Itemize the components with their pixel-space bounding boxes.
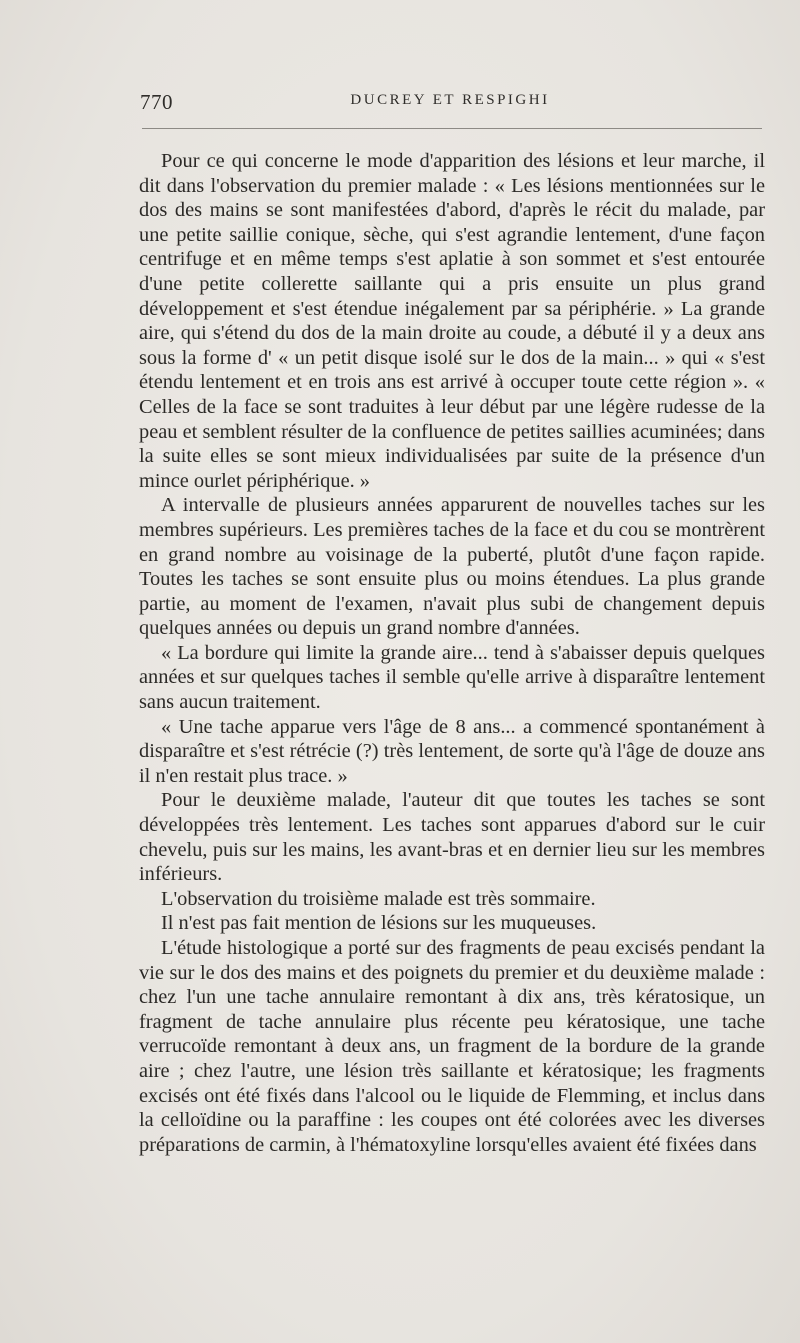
page-number: 770 bbox=[140, 90, 173, 114]
paragraph: « Une tache apparue vers l'âge de 8 ans... a commencé spontanément à disparaître et s'est rétrécie (?) très lentement, de sorte qu'à l'âge de douze ans il n'en restait plus trace. » bbox=[139, 715, 765, 787]
page-header bbox=[140, 90, 760, 120]
header-rule bbox=[142, 128, 762, 129]
paragraph: Pour le deuxième malade, l'auteur dit que toutes les taches se sont développées très lentement. Les taches sont apparues d'abord sur le cuir chevelu, puis sur les mains, les avant-bras et en dernier lieu sur les membres inférieurs. bbox=[139, 789, 765, 886]
paragraph: A intervalle de plusieurs années apparurent de nouvelles taches sur les membres supérieurs. Les premières taches de la face et du cou se montrèrent en grand nombre au voisinage de la puberté, plutôt d'une façon rapide. Toutes les taches se sont ensuite plus ou moins étendues. La plus grande partie, au moment de l'examen, n'avait plus subi de changement depuis quelques années ou depuis un grand nombre d'années. bbox=[139, 494, 765, 640]
body-text bbox=[139, 149, 765, 1157]
paragraph: Il n'est pas fait mention de lésions sur les muqueuses. bbox=[161, 912, 597, 935]
paragraph: L'observation du troisième malade est très sommaire. bbox=[161, 887, 596, 910]
paragraph: Pour ce qui concerne le mode d'apparition des lésions et leur marche, il dit dans l'observation du premier malade : « Les lésions mentionnées sur le dos des mains se sont manifestées d'abord, d'après le récit du malade, par une petite saillie conique, sèche, qui s'est agrandie lentement, d'une façon centrifuge et en même temps s'est aplatie à son sommet et s'est entourée d'une petite collerette saillante qui a pris ensuite un plus grand développement et s'est étendue inégalement par sa périphérie. » La grande aire, qui s'étend du dos de la main droite au coude, a débuté il y a deux ans sous la forme d' « un petit disque isolé sur le dos de la main... » qui « s'est étendu lentement et en trois ans est arrivé à occuper toute cette région ». « Celles de la face se sont traduites à leur début par une légère rudesse de la peau et semblent résulter de la confluence de petites saillies acuminées; dans la suite elles se sont mieux individualisées par suite de la présence d'un mince ourlet périphérique. » bbox=[139, 150, 765, 492]
paragraph: L'étude histologique a porté sur des fragments de peau excisés pendant la vie sur le dos des mains et des poignets du premier et du deuxième malade : chez l'un une tache annulaire remontant à dix ans, très kératosique, un fragment de tache annulaire plus récente peu kératosique, une tache verrucoïde remontant à deux ans, un fragment de la bordure de la grande aire ; chez l'autre, une lésion très saillante et kératosique; les fragments excisés ont été fixés dans l'alcool ou le liquide de Flemming, et inclus dans la celloïdine ou la paraffine : les coupes ont été colorées avec les diverses préparations de carmin, à l'hématoxyline lorsqu'elles avaient été fixées dans bbox=[139, 937, 765, 1156]
running-head: DUCREY ET RESPIGHI bbox=[350, 92, 550, 108]
paragraph: « La bordure qui limite la grande aire... tend à s'abaisser depuis quelques années et sur quelques taches il semble qu'elle arrive à disparaître lentement sans aucun traitement. bbox=[139, 641, 765, 714]
